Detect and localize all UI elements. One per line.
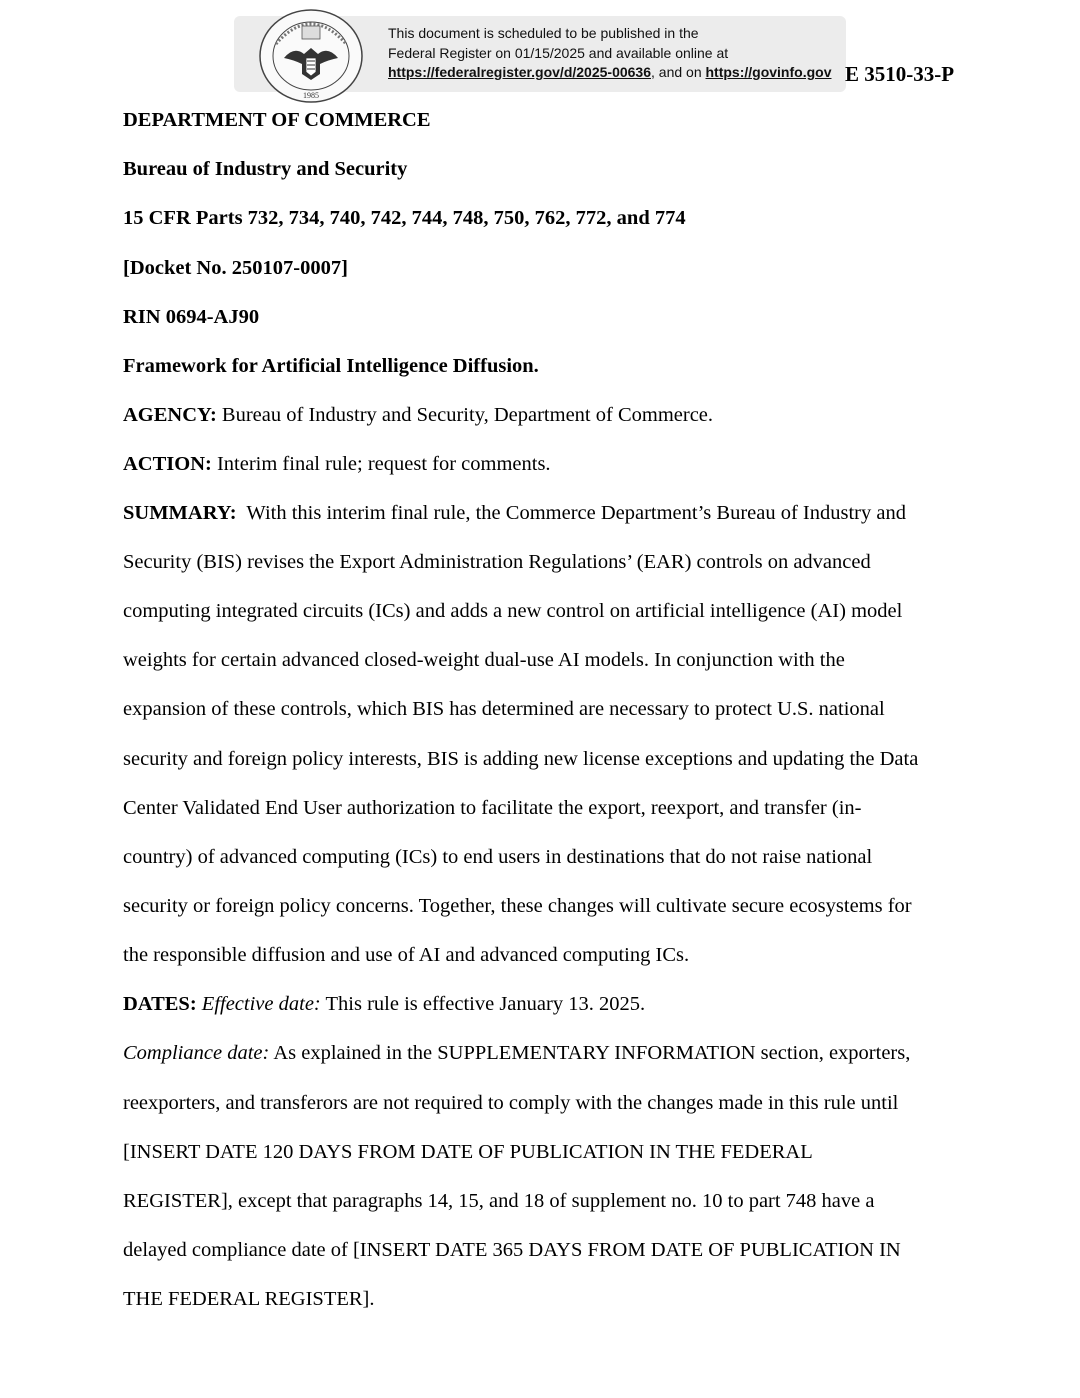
department-heading: DEPARTMENT OF COMMERCE (123, 109, 431, 131)
summary-line: expansion of these controls, which BIS has determined are necessary to protect U.S. national (123, 698, 885, 720)
action-text: Interim final rule; request for comments. (211, 453, 551, 475)
summary-line: Center Validated End User authorization to facilitate the export, reexport, and transfer (in- (123, 797, 862, 819)
action-line (123, 453, 551, 476)
compliance-line: delayed compliance date of [INSERT DATE 365 DAYS FROM DATE OF PUBLICATION IN (123, 1239, 901, 1261)
summary-line (123, 502, 906, 525)
effective-date-label: Effective date: (201, 993, 321, 1015)
summary-line: Security (BIS) revises the Export Administration Regulations’ (EAR) controls on advanced (123, 551, 871, 573)
seal-year: 1985 (303, 91, 319, 100)
notice-line-2: Federal Register on 01/15/2025 and available online at (388, 44, 729, 61)
effective-date-text: This rule is effective January 13. 2025. (320, 993, 646, 1015)
cfr-parts-heading: 15 CFR Parts 732, 734, 740, 742, 744, 748, 750, 762, 772, and 774 (123, 207, 686, 229)
summary-text: With this interim final rule, the Commerce Department’s Bureau of Industry and (236, 502, 906, 524)
summary-line: country) of advanced computing (ICs) to end users in destinations that do not raise national (123, 846, 873, 868)
compliance-line: REGISTER], except that paragraphs 14, 15, and 18 of supplement no. 10 to part 748 have a (123, 1190, 875, 1212)
dates-label: DATES: (123, 993, 197, 1015)
document-title: Framework for Artificial Intelligence Diffusion. (123, 355, 539, 377)
summary-line: security and foreign policy interests, BIS is adding new license exceptions and updating the Data (123, 748, 919, 770)
federalregister-link[interactable]: https://federalregister.gov/d/2025-00636 (388, 64, 651, 80)
summary-line: the responsible diffusion and use of AI and advanced computing ICs. (123, 944, 690, 966)
summary-line: security or foreign policy concerns. Together, these changes will cultivate secure ecosystems for (123, 895, 912, 917)
summary-label: SUMMARY: (123, 502, 237, 524)
docket-number: [Docket No. 250107-0007] (123, 257, 348, 279)
compliance-line (123, 1042, 910, 1065)
dates-line (123, 993, 645, 1016)
national-archives-seal-icon (258, 8, 364, 104)
compliance-line: THE FEDERAL REGISTER]. (123, 1288, 375, 1310)
action-label: ACTION: (123, 453, 212, 475)
compliance-line: [INSERT DATE 120 DAYS FROM DATE OF PUBLICATION IN THE FEDERAL (123, 1141, 813, 1163)
summary-line: computing integrated circuits (ICs) and adds a new control on artificial intelligence (AI) model (123, 600, 903, 622)
publication-notice (388, 24, 831, 83)
agency-text: Bureau of Industry and Security, Department of Commerce. (216, 404, 714, 426)
rin-number: RIN 0694-AJ90 (123, 306, 260, 328)
govinfo-link[interactable]: https://govinfo.gov (705, 64, 832, 80)
notice-line-3: https://federalregister.gov/d/2025-00636, and on https://govinfo.gov (388, 64, 832, 80)
billing-code: E 3510-33-P (845, 62, 955, 86)
compliance-text: As explained in the SUPPLEMENTARY INFORMATION section, exporters, (269, 1042, 911, 1064)
compliance-date-label: Compliance date: (123, 1042, 270, 1064)
compliance-line: reexporters, and transferors are not required to comply with the changes made in this rule until (123, 1092, 899, 1114)
notice-line-1: This document is scheduled to be published in the (388, 25, 699, 41)
agency-label: AGENCY: (123, 404, 217, 426)
summary-line: weights for certain advanced closed-weight dual-use AI models. In conjunction with the (123, 649, 845, 671)
agency-line (123, 404, 713, 427)
bureau-heading: Bureau of Industry and Security (123, 158, 408, 180)
